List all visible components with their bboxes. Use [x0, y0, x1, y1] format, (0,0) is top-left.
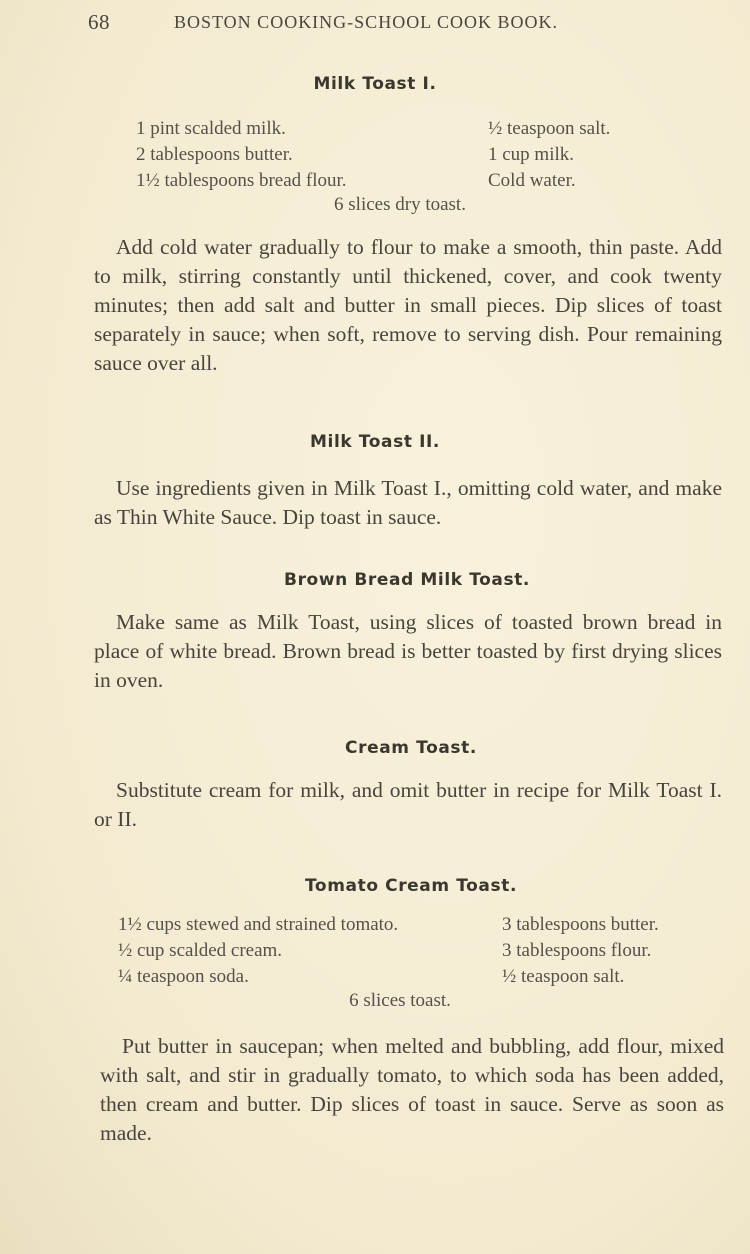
recipe-title-tomato-cream-toast: Tomato Cream Toast. — [304, 876, 517, 896]
recipe-title-milk-toast-2: Milk Toast II. — [310, 432, 440, 452]
ingredient: 1½ cups stewed and strained tomato. — [118, 914, 399, 935]
recipe-directions: Use ingredients given in Milk Toast I., omitting cold water, and make as Thin White Sauce. Dip toast in sauce. — [94, 476, 722, 529]
ingredient: 2 tablespoons butter. — [136, 144, 293, 165]
ingredient: 6 slices dry toast. — [334, 194, 466, 215]
recipe-title-brown-bread-milk-toast: Brown Bread Milk Toast. — [284, 570, 530, 590]
ingredient: ½ teaspoon salt. — [488, 118, 611, 139]
recipe-directions: Put butter in saucepan; when melted and bubbling, add flour, mixed with salt, and stir in gradually tomato, to which soda has been added, then cream and butter. Dip slices of toast in sauce. Serve as soon as made. — [100, 1034, 724, 1145]
recipe-directions: Add cold water gradually to flour to make a smooth, thin paste. Add to milk, stirring constantly until thickened, cover, and cook twenty minutes; then add salt and butter in small pieces. Dip slices of toast separately in sauce; when soft, remove to serving dish. Pour remaining sauce over all. — [94, 235, 722, 375]
ingredient: ¼ teaspoon soda. — [118, 966, 249, 987]
ingredient: 3 tablespoons butter. — [502, 914, 659, 935]
ingredient: 6 slices toast. — [349, 990, 451, 1011]
ingredient: 1½ tablespoons bread flour. — [136, 170, 347, 191]
recipe-directions: Substitute cream for milk, and omit butter in recipe for Milk Toast I. or II. — [94, 778, 722, 831]
ingredient: ½ teaspoon salt. — [502, 966, 625, 987]
page-number: 68 — [88, 10, 110, 34]
recipe-directions: Make same as Milk Toast, using slices of toasted brown bread in place of white bread. Brown bread is better toasted by first drying slices in oven. — [94, 610, 722, 692]
running-head: BOSTON COOKING-SCHOOL COOK BOOK. — [174, 12, 559, 32]
ingredient: Cold water. — [488, 170, 576, 191]
recipe-title-cream-toast: Cream Toast. — [345, 738, 477, 758]
ingredient: 1 pint scalded milk. — [136, 118, 286, 139]
ingredient: 1 cup milk. — [488, 144, 575, 165]
recipe-title-milk-toast-1: Milk Toast I. — [313, 74, 437, 94]
ingredient: ½ cup scalded cream. — [118, 940, 283, 961]
ingredient: 3 tablespoons flour. — [502, 940, 652, 961]
